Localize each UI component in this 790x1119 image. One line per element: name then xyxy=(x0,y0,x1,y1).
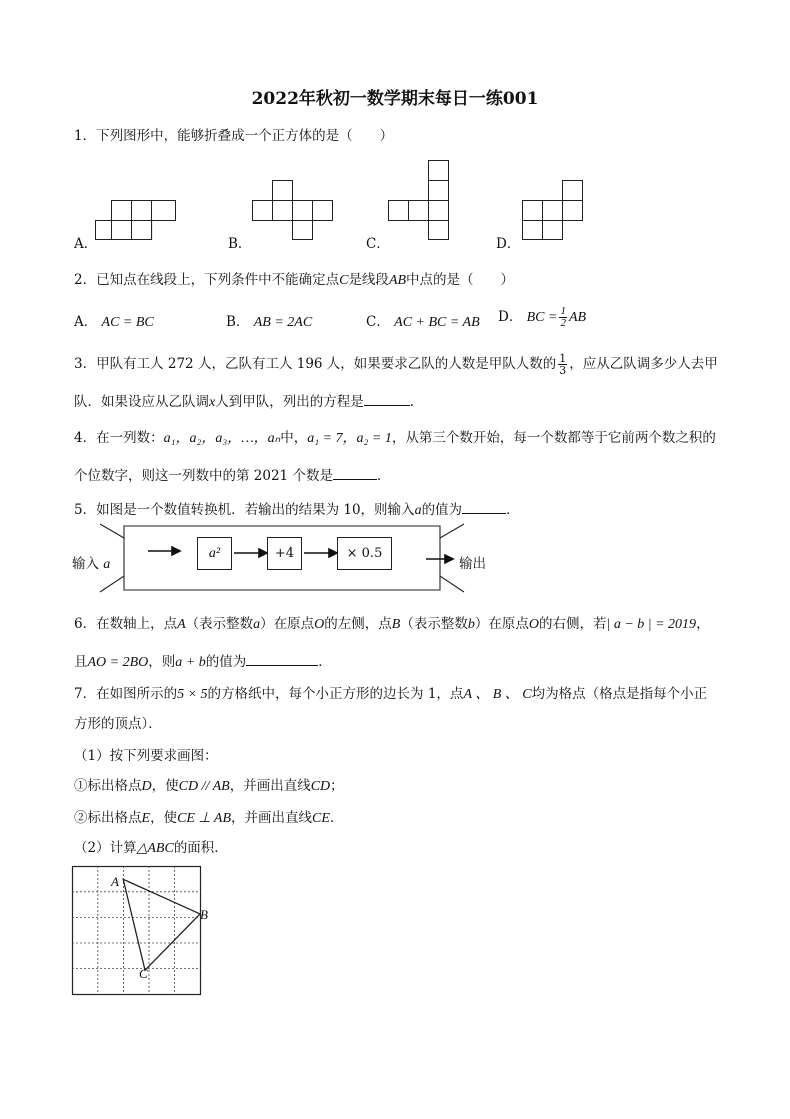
q6-line-1: 6．在数轴上，点A（表示整数a）在原点O的左侧，点B（表示整数b）在原点O的右侧，若| a − b | = 2019， xyxy=(74,616,710,632)
q1-option-c-label: C． xyxy=(366,236,390,252)
q4-line-2: 个位数字，则这一列数中的第 2021 个数是 ． xyxy=(74,468,391,484)
q7-line-1: 7．在如图所示的5 × 5的方格纸中，每个小正方形的边长为 1，点A 、 B 、 C均为格点（格点是指每个小正 xyxy=(74,686,708,702)
q7-item-2: ②标出格点E，使CE ⊥ AB，并画出直线CE． xyxy=(74,810,344,826)
q7-part-1: （1）按下列要求画图： xyxy=(74,748,218,764)
machine-output-label: 输出 xyxy=(459,556,486,572)
q2-option-a: A． AC = BC xyxy=(74,314,154,330)
machine-step-square: a² xyxy=(197,537,232,570)
q3-line-1: 3．甲队有工人 272 人，乙队有工人 196 人，如果要求乙队的人数是甲队人数的 $\frac{1}{3}$ ，应从乙队调多少人去甲 xyxy=(74,352,718,377)
point-label-c: C xyxy=(139,966,148,981)
q2-option-c: C． AC + BC = AB xyxy=(366,314,480,330)
q1-option-d-label: D． xyxy=(496,236,521,252)
fraction-third: $\frac{1}{3}$ xyxy=(559,352,567,377)
machine-step-half: × 0.5 xyxy=(337,537,392,570)
machine-input-label: 输入 a xyxy=(72,556,111,572)
point-label-b: B xyxy=(200,907,208,922)
q2-stem: 2．已知点在线段上，下列条件中不能确定点C是线段AB中点的是（ ） xyxy=(74,272,515,288)
q2-option-b: B． AB = 2AC xyxy=(226,314,313,330)
machine-step-add-four: +4 xyxy=(267,537,302,570)
q7-part-2: （2）计算△ABC的面积． xyxy=(74,840,228,856)
q7-item-1: ①标出格点D，使CD // AB，并画出直线CD； xyxy=(74,778,344,794)
q3-line-2: 队．如果设应从乙队调x人到甲队，列出的方程是 ． xyxy=(74,394,424,410)
answer-blank xyxy=(246,653,318,666)
q2-option-d: D． BC = $\frac{1}{2}$ AB xyxy=(498,305,587,329)
q1-option-b-label: B． xyxy=(228,236,252,252)
q1-option-a-label: A． xyxy=(74,236,98,252)
q1-stem: 1．下列图形中，能够折叠成一个正方体的是（ ） xyxy=(74,128,394,144)
point-label-a: A xyxy=(111,874,119,889)
q6-line-2: 且AO = 2BO，则a + b的值为 ． xyxy=(74,654,332,670)
fraction-half: $\frac{1}{2}$ xyxy=(560,305,566,329)
page-title: 2022年秋初一数学期末每日一练001 xyxy=(251,89,539,109)
q4-line-1: 4．在一列数：a₁，a₂，a₃，…，aₙ中，a₁ = 7，a₂ = 1，从第三个数开始，每一个数都等于它前两个数之积的 xyxy=(74,430,716,446)
q7-line-2: 方形的顶点）． xyxy=(74,716,162,732)
q5-stem: 5．如图是一个数值转换机．若输出的结果为 10，则输入a的值为 ． xyxy=(74,502,520,518)
triangle-abc-overlay xyxy=(72,866,202,996)
